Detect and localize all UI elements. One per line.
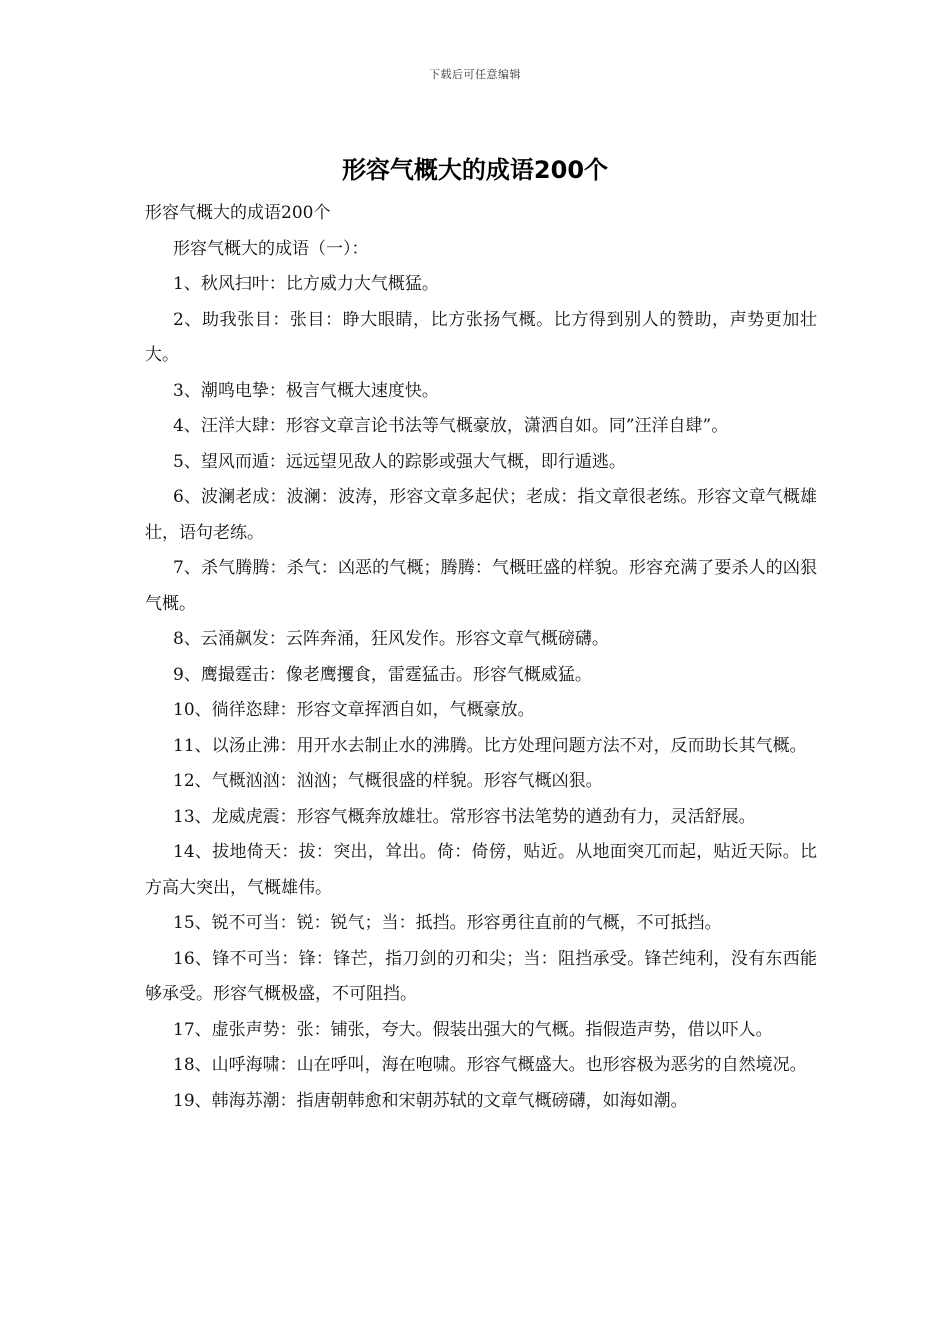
idiom-entry-11: 11、以汤止沸：用开水去制止水的沸腾。比方处理问题方法不对，反而助长其气概。	[173, 735, 807, 756]
idiom-entry-8: 8、云涌飙发：云阵奔涌，狂风发作。形容文章气概磅礴。	[173, 629, 609, 649]
idiom-entry-17: 17、虚张声势：张：铺张，夸大。假装出强大的气概。指假造声势，借以吓人。	[173, 1019, 773, 1040]
idiom-entry-14: 14、拔地倚天：拔：突出，耸出。倚：倚傍，贴近。从地面突兀而起，贴近天际。比方高大突出，气概雄伟。	[145, 842, 817, 898]
document-title: 形容气概大的成语200个	[341, 156, 609, 184]
idiom-entry-3: 3、潮鸣电挚：极言气概大速度快。	[173, 380, 439, 401]
header-note: 下载后可任意编辑	[429, 68, 521, 81]
idiom-entry-19: 19、韩海苏潮：指唐朝韩愈和宋朝苏轼的文章气概磅礴，如海如潮。	[173, 1090, 688, 1111]
idiom-entry-10: 10、徜徉恣肆：形容文章挥洒自如，气概豪放。	[173, 700, 535, 720]
idiom-entry-5: 5、望风而遁：远远望见敌人的踪影或强大气概，即行遁逃。	[173, 451, 626, 472]
idiom-entry-15: 15、锐不可当：锐：锐气；当：抵挡。形容勇往直前的气概，不可抵挡。	[173, 913, 722, 933]
idiom-entry-1: 1、秋风扫叶：比方威力大气概猛。	[173, 274, 439, 294]
idiom-entry-18: 18、山呼海啸：山在呼叫，海在咆啸。形容气概盛大。也形容极为恶劣的自然境况。	[173, 1055, 807, 1075]
idiom-entry-2: 2、助我张目：张目：睁大眼睛，比方张扬气概。比方得到别人的赞助，声势更加壮大。	[145, 309, 817, 365]
section-heading: 形容气概大的成语（一）：	[173, 238, 369, 259]
idiom-entry-7: 7、杀气腾腾：杀气：凶恶的气概；腾腾：气概旺盛的样貌。形容充满了要杀人的凶狠气概。	[145, 558, 817, 614]
idiom-entry-12: 12、气概汹汹：汹汹；气概很盛的样貌。形容气概凶狠。	[173, 771, 603, 791]
document-subtitle: 形容气概大的成语200个	[145, 203, 331, 223]
document-body	[145, 196, 817, 1119]
idiom-entry-6: 6、波澜老成：波澜：波涛，形容文章多起伏；老成：指文章很老练。形容文章气概雄壮，语句老练。	[145, 487, 817, 543]
idiom-entry-9: 9、鹰撮霆击：像老鹰攫食，雷霆猛击。形容气概威猛。	[173, 664, 592, 685]
idiom-entry-4: 4、汪洋大肆：形容文章言论书法等气概豪放，潇洒自如。同”汪洋自肆”。	[173, 416, 729, 436]
idiom-list	[145, 267, 817, 1119]
idiom-entry-16: 16、锋不可当：锋：锋芒，指刀剑的刃和尖；当：阻挡承受。锋芒纯利，没有东西能够承受。形容气概极盛，不可阻挡。	[145, 948, 817, 1004]
idiom-entry-13: 13、龙威虎震：形容气概奔放雄壮。常形容书法笔势的遒劲有力，灵活舒展。	[173, 806, 756, 827]
